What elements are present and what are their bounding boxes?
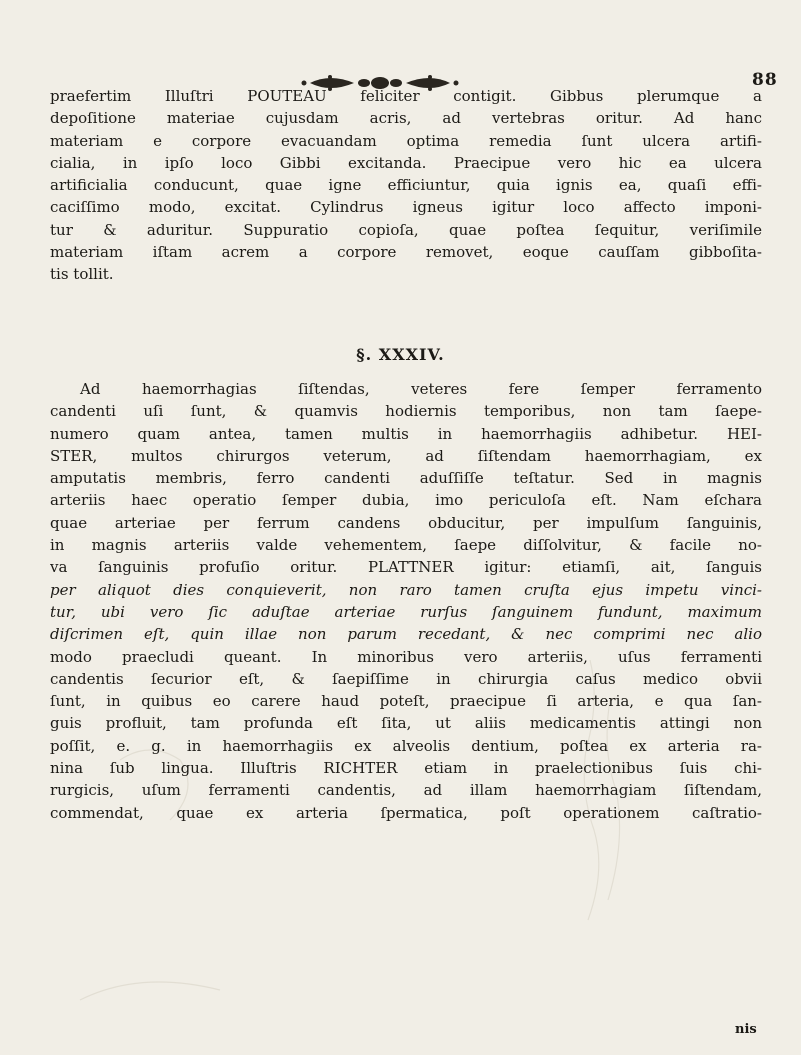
text-line: arteriis haec operatio ſemper dubia, imo periculoſa eſt. Nam eſchara (50, 491, 762, 510)
text-line: va ſanguinis profuſio oritur. PLATTNER igitur: etiamſi, ait, ſanguis (50, 558, 762, 577)
text-line: per aliquot dies conquieverit, non raro tamen cruſta ejus impetu vinci- (50, 580, 762, 599)
text-line: materiam e corpore evacuandam optima remedia ſunt ulcera artifi- (50, 131, 762, 150)
paragraph-1 (50, 85, 762, 286)
paragraph-2 (50, 378, 762, 824)
catchword: nis (735, 1022, 757, 1037)
text-line: Ad haemorrhagias ſiſtendas, veteres fere ſemper ferramento (80, 380, 762, 398)
text-line: tur & aduritur. Suppuratio copioſa, quae poſtea ſequitur, veriſimile (50, 220, 762, 239)
text-line: candenti uſi ſunt, & quamvis hodiernis temporibus, non tam ſaepe- (50, 402, 762, 421)
text-line: diſcrimen eſt, quin illae non parum recedant, & nec comprimi nec alio (50, 625, 762, 644)
text-line: nina ſub lingua. Illuſtris RICHTER etiam in praelectionibus ſuis chi- (50, 759, 762, 778)
text-line: guis profluit, tam profunda eſt ſita, ut aliis medicamentis attingi non (50, 714, 762, 733)
text-line: quae arteriae per ferrum candens obducitur, per impulſum ſanguinis, (50, 513, 762, 532)
text-line: amputatis membris, ferro candenti aduſſiſſe teſtatur. Sed in magnis (50, 469, 762, 488)
text-line: tis tollit. (50, 265, 114, 284)
text-line: caciſſimo modo, excitat. Cylindrus igneus igitur loco affecto imponi- (50, 198, 762, 217)
text-line: depoſitione materiae cujusdam acris, ad vertebras oritur. Ad hanc (50, 109, 762, 128)
text-line: modo praecludi queant. In minoribus vero arteriis, uſus ferramenti (50, 647, 762, 666)
text-line: ſunt, in quibus eo carere haud poteſt, praecipue ſi arteria, e qua ſan- (50, 692, 762, 711)
text-line: praefertim Illuſtri POUTEAU feliciter contigit. Gibbus plerumque a (50, 87, 762, 105)
text-line: materiam iſtam acrem a corpore removet, eoque cauſſam gibboſita- (50, 243, 762, 262)
text-line: numero quam antea, tamen multis in haemorrhagiis adhibetur. HEI- (50, 424, 762, 443)
text-line: poſſit, e. g. in haemorrhagiis ex alveolis dentium, poſtea ex arteria ra- (50, 736, 762, 755)
page-number: 88 (752, 70, 778, 90)
section-heading: §. XXXIV. (356, 345, 445, 364)
text-line: artificialia conducunt, quae igne efficiuntur, quia ignis ea, quaſi effi- (50, 176, 762, 195)
text-line: tur, ubi vero ſic aduſtae arteriae rurſus ſanguinem fundunt, maximum (50, 602, 762, 621)
text-line: rurgicis, uſum ferramenti candentis, ad illam haemorrhagiam ſiſtendam, (50, 781, 762, 800)
text-line: cialia, in ipſo loco Gibbi excitanda. Praecipue vero hic ea ulcera (50, 153, 762, 172)
text-line: in magnis arteriis valde vehementem, ſaepe diſſolvitur, & facile no- (50, 536, 762, 555)
text-line: STER, multos chirurgos veterum, ad ſiſtendam haemorrhagiam, ex (50, 446, 762, 465)
text-line: candentis ſecurior eſt, & ſaepiſſime in chirurgia caſus medico obvii (50, 669, 762, 688)
text-line: commendat, quae ex arteria ſpermatica, poſt operationem caſtratio- (50, 803, 762, 822)
